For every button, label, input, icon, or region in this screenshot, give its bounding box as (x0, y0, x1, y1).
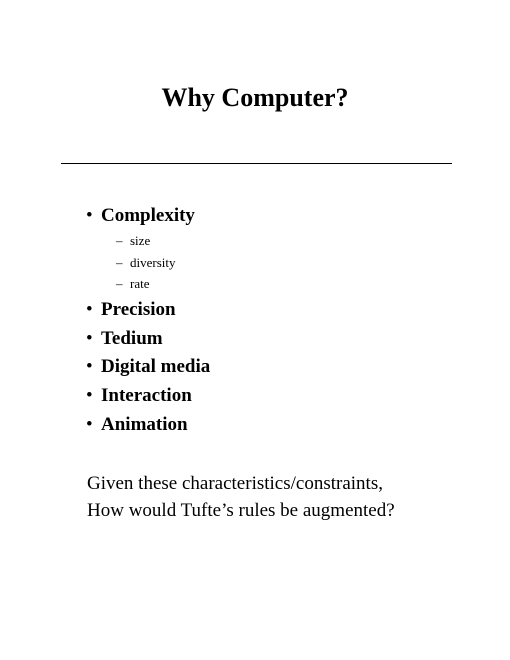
bullet-marker: • (86, 205, 93, 226)
bullet-label: Complexity (101, 205, 195, 226)
bullet-item-digital-media (86, 355, 210, 379)
bullet-item-animation (86, 413, 188, 437)
title-divider (61, 163, 452, 164)
sub-marker: – (116, 233, 123, 248)
bullet-marker: • (86, 356, 93, 377)
sub-marker: – (116, 255, 123, 270)
subitem-size (116, 232, 150, 250)
bullet-label: Interaction (101, 385, 192, 406)
bullet-marker: • (86, 385, 93, 406)
bullet-marker: • (86, 299, 93, 320)
bullet-item-precision (86, 298, 176, 322)
bullet-item-tedium (86, 327, 163, 351)
bullet-label: Animation (101, 414, 188, 435)
subitem-label: diversity (130, 255, 176, 270)
bullet-marker: • (86, 414, 93, 435)
subitem-label: rate (130, 276, 150, 291)
slide-title: Why Computer? (161, 83, 349, 112)
closing-text-line-1: Given these characteristics/constraints, (87, 473, 383, 494)
subitem-label: size (130, 233, 151, 248)
bullet-item-interaction (86, 384, 192, 408)
bullet-label: Precision (101, 299, 176, 320)
bullet-label: Digital media (101, 356, 211, 377)
subitem-rate (116, 275, 149, 293)
bullet-label: Tedium (101, 328, 163, 349)
bullet-marker: • (86, 328, 93, 349)
subitem-diversity (116, 254, 176, 272)
sub-marker: – (116, 276, 123, 291)
bullet-item-complexity (86, 204, 195, 228)
closing-text-line-2: How would Tufte’s rules be augmented? (87, 500, 395, 521)
